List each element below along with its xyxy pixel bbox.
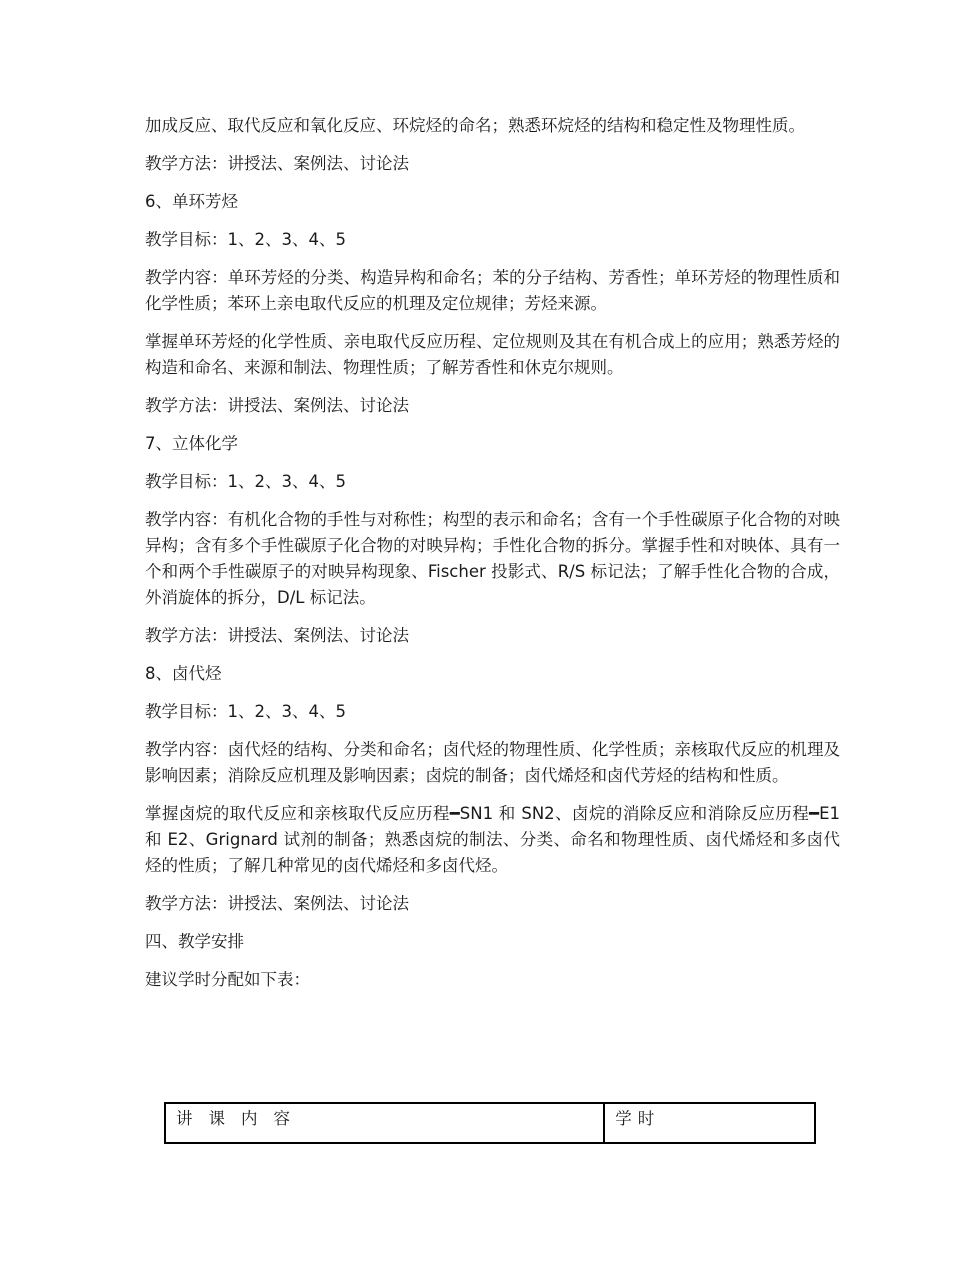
paragraph-mastery-requirements: 掌握卤烷的取代反应和亲核取代反应历程━SN1 和 SN2、卤烷的消除反应和消除反应历程━E1 和 E2、Grignard 试剂的制备；熟悉卤烷的制法、分类、命名和物理性质、卤代烯烃和多卤代烃的性质；了解几种常见的卤代烯烃和多卤代烃。 <box>145 804 840 875</box>
document-body <box>145 113 840 1005</box>
paragraph-hours-intro: 建议学时分配如下表： <box>145 970 310 989</box>
paragraph-teaching-method: 教学方法：讲授法、案例法、讨论法 <box>145 894 409 913</box>
paragraph-teaching-content: 教学内容：卤代烃的结构、分类和命名；卤代烃的物理性质、化学性质；亲核取代反应的机理及影响因素；消除反应机理及影响因素；卤烷的制备；卤代烯烃和卤代芳烃的结构和性质。 <box>145 740 840 785</box>
table-header-hours: 学时 <box>604 1103 815 1143</box>
paragraph-teaching-goals: 教学目标：1、2、3、4、5 <box>145 230 346 249</box>
paragraph-teaching-method: 教学方法：讲授法、案例法、讨论法 <box>145 396 409 415</box>
paragraph-teaching-method: 教学方法：讲授法、案例法、讨论法 <box>145 626 409 645</box>
section-heading-stereochemistry: 7、立体化学 <box>145 434 238 453</box>
paragraph-mastery-requirements: 掌握单环芳烃的化学性质、亲电取代反应历程、定位规则及其在有机合成上的应用；熟悉芳烃的构造和命名、来源和制法、物理性质；了解芳香性和休克尔规则。 <box>145 332 840 377</box>
section-heading-monocyclic-aromatics: 6、单环芳烃 <box>145 192 238 211</box>
paragraph-teaching-method: 教学方法：讲授法、案例法、讨论法 <box>145 154 409 173</box>
table-header-row <box>165 1103 815 1143</box>
hours-allocation-table <box>164 1102 816 1144</box>
section-heading-teaching-arrangement: 四、教学安排 <box>145 932 244 951</box>
paragraph-teaching-goals: 教学目标：1、2、3、4、5 <box>145 472 346 491</box>
paragraph-teaching-content: 教学内容：单环芳烃的分类、构造异构和命名；苯的分子结构、芳香性；单环芳烃的物理性质和化学性质；苯环上亲电取代反应的机理及定位规律；芳烃来源。 <box>145 268 840 313</box>
section-heading-halogenated-hydrocarbons: 8、卤代烃 <box>145 664 222 683</box>
paragraph-teaching-goals: 教学目标：1、2、3、4、5 <box>145 702 346 721</box>
table-header-content: 讲课内容 <box>165 1103 604 1143</box>
paragraph-teaching-content: 教学内容：有机化合物的手性与对称性；构型的表示和命名；含有一个手性碳原子化合物的对映异构；含有多个手性碳原子化合物的对映异构；手性化合物的拆分。掌握手性和对映体、具有一个和两个手性碳原子的对映异构现象、Fischer 投影式、R/S 标记法；了解手性化合物的合成，外消旋体的拆分，D/L 标记法。 <box>145 510 840 607</box>
paragraph-ring-alkane-summary: 加成反应、取代反应和氧化反应、环烷烃的命名；熟悉环烷烃的结构和稳定性及物理性质。 <box>145 116 805 135</box>
